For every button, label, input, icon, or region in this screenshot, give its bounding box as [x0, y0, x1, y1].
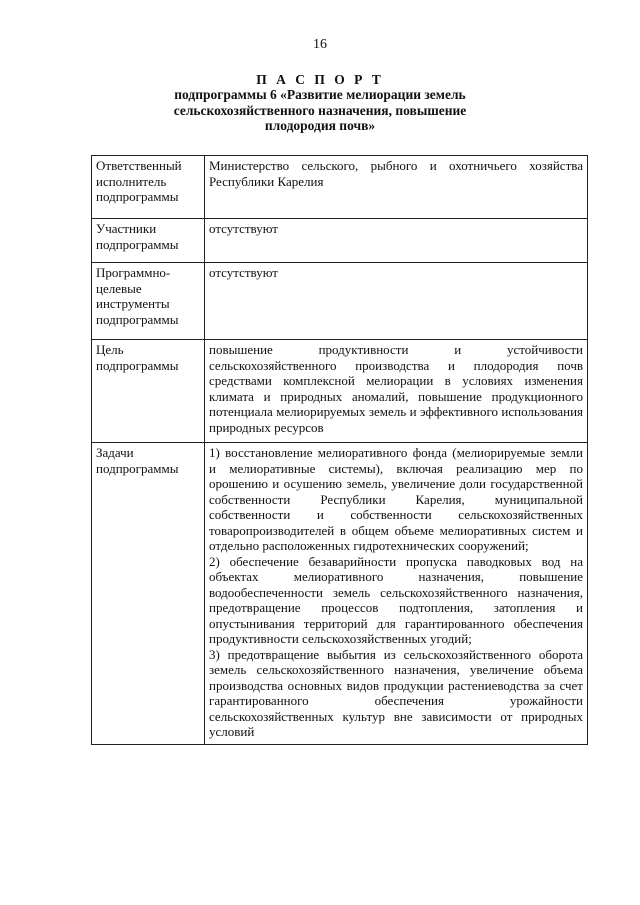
- value-paragraph: Министерство сельского, рыбного и охотничьего хозяйства Республики Карелия: [209, 158, 583, 189]
- row-value: [205, 263, 588, 340]
- row-value: [205, 219, 588, 263]
- row-label: Задачи подпрограммы: [92, 443, 205, 745]
- page-number: 16: [313, 37, 327, 52]
- row-label: Ответственный исполнитель подпрограммы: [92, 156, 205, 219]
- row-label: Цель подпрограммы: [92, 340, 205, 443]
- row-value: [205, 443, 588, 745]
- table-row: [92, 156, 588, 219]
- table-row: [92, 443, 588, 745]
- passport-table: [91, 155, 588, 745]
- document-title: П А С П О Р Т: [256, 72, 384, 87]
- value-paragraph: отсутствуют: [209, 265, 278, 280]
- document-subtitle: подпрограммы 6 «Развитие мелиорации земель сельскохозяйственного назначения, повышение плодородия почв»: [173, 87, 467, 133]
- row-value: [205, 156, 588, 219]
- table-row: [92, 340, 588, 443]
- value-paragraph: 2) обеспечение безаварийности пропуска паводковых вод на объектах мелиоративного назначения, повышение водообеспеченности земель сельскохозяйственного назначения, предотвращение процессов подтопления, затопления и опустынивания территорий для гарантированного обеспечения продуктивности сельскохозяйственных угодий;: [209, 553, 583, 646]
- table-row: [92, 263, 588, 340]
- row-label: Программно-целевые инструменты подпрограммы: [92, 263, 205, 340]
- value-paragraph: 3) предотвращение выбытия из сельскохозяйственного оборота земель сельскохозяйственного назначения, увеличение объема производства основных видов продукции растениеводства за счет гарантированного обеспечения урожайности сельскохозяйственных культур вне зависимости от природных условий: [209, 646, 583, 739]
- row-value: [205, 340, 588, 443]
- document-heading: [0, 72, 640, 134]
- row-label: Участники подпрограммы: [92, 219, 205, 263]
- table-row: [92, 219, 588, 263]
- value-paragraph: 1) восстановление мелиоративного фонда (мелиорируемые земли и мелиоративные системы), включая реализацию мер по орошению и осушению земель, увеличение доли государственной собственности Республики Карелия, муниципальной собственности и собственности сельскохозяйственных товаропроизводителей в общем объеме мелиоративных систем и отдельно расположенных гидротехнических сооружений;: [209, 445, 583, 553]
- value-paragraph: повышение продуктивности и устойчивости сельскохозяйственного производства и плодородия почв средствами комплексной мелиорации в условиях изменения климата и природных аномалий, повышение продукционного потенциала мелиорируемых земель и эффективного использования природных ресурсов: [209, 342, 583, 435]
- value-paragraph: отсутствуют: [209, 221, 278, 236]
